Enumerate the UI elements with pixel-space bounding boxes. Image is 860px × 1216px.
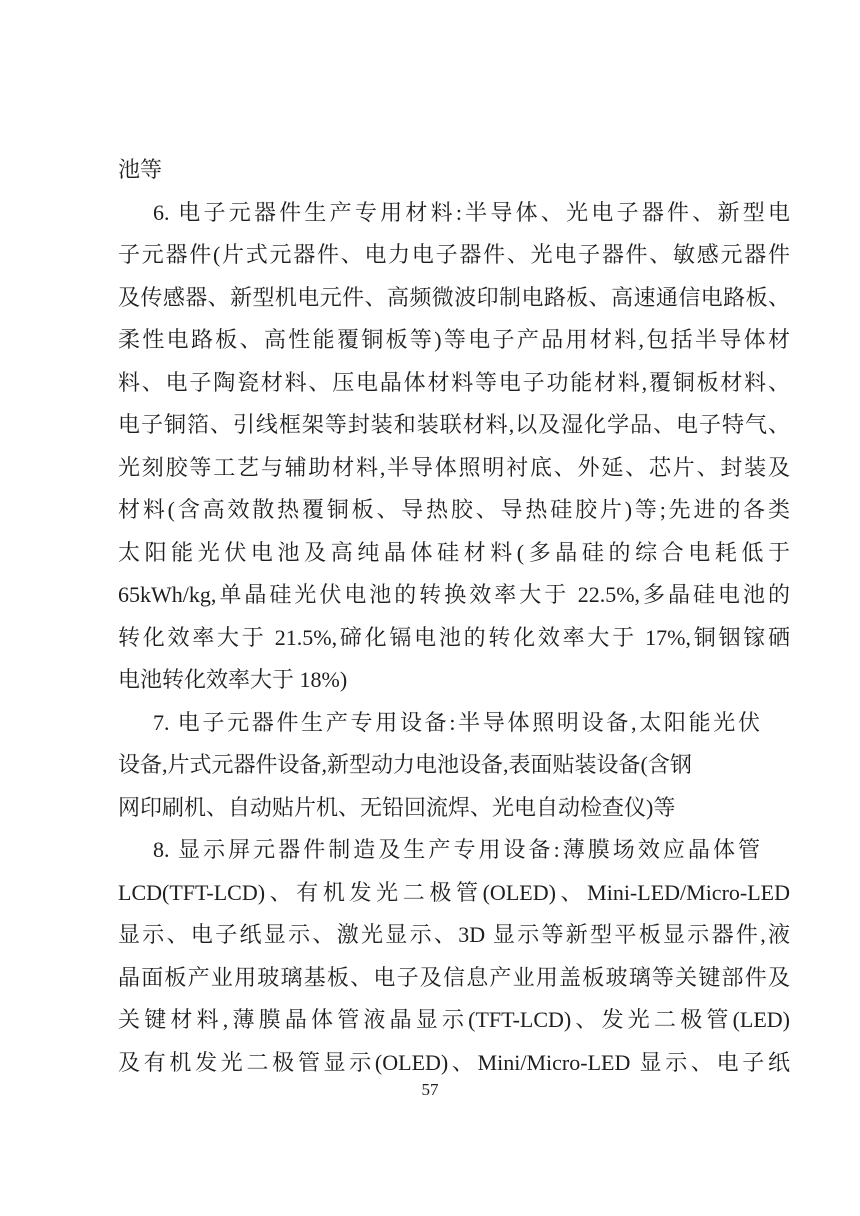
text-line: 料、电子陶瓷材料、压电晶体材料等电子功能材料,覆铜板材料、 (118, 369, 790, 395)
text-line: 柔性电路板、高性能覆铜板等)等电子产品用材料,包括半导体材 (118, 327, 790, 352)
paragraph-item-8 (118, 829, 790, 1084)
text-line: 及有机发光二极管显示(OLED)、Mini/Micro-LED 显示、电子纸 (118, 1049, 790, 1075)
text-line: LCD(TFT-LCD)、有机发光二极管(OLED)、Mini-LED/Micro-LED (118, 879, 790, 905)
text-line: 网印刷机、自动贴片机、无铅回流焊、光电自动检查仪)等 (118, 794, 676, 820)
text-line: 转化效率大于 21.5%,碲化镉电池的转化效率大于 17%,铜铟镓硒 (118, 624, 790, 650)
paragraph-continuation (118, 149, 790, 192)
document-body (118, 149, 790, 1084)
text-line: 太阳能光伏电池及高纯晶体硅材料(多晶硅的综合电耗低于 (118, 539, 790, 565)
text-line: 设备,片式元器件设备,新型动力电池设备,表面贴装设备(含钢 (118, 752, 692, 777)
text-line: 电子铜箔、引线框架等封装和装联材料,以及湿化学品、电子特气、 (118, 412, 790, 437)
text-line: 电池转化效率大于 18%) (118, 667, 348, 692)
text-line: 材料(含高效散热覆铜板、导热胶、导热硅胶片)等;先进的各类 (118, 497, 790, 522)
text-line: 65kWh/kg,单晶硅光伏电池的转换效率大于 22.5%,多晶硅电池的 (118, 582, 790, 607)
text-line: 子元器件(片式元器件、电力电子器件、光电子器件、敏感元器件 (118, 242, 790, 267)
paragraph-item-7 (118, 702, 790, 830)
text-line: 池等 (118, 157, 163, 182)
paragraph-item-6 (118, 192, 790, 702)
text-line: 6. 电子元器件生产专用材料:半导体、光电子器件、新型电 (153, 199, 790, 225)
text-line: 光刻胶等工艺与辅助材料,半导体照明衬底、外延、芯片、封装及 (118, 454, 790, 480)
text-line: 8. 显示屏元器件制造及生产专用设备:薄膜场效应晶体管 (153, 837, 760, 862)
text-line: 显示、电子纸显示、激光显示、3D 显示等新型平板显示器件,液 (118, 922, 790, 947)
text-line: 晶面板产业用玻璃基板、电子及信息产业用盖板玻璃等关键部件及 (118, 964, 790, 990)
text-line: 及传感器、新型机电元件、高频微波印制电路板、高速通信电路板、 (118, 284, 790, 310)
text-line: 7. 电子元器件生产专用设备:半导体照明设备,太阳能光伏 (153, 709, 760, 735)
text-line: 关键材料,薄膜晶体管液晶显示(TFT-LCD)、发光二极管(LED) (118, 1007, 790, 1032)
page-number: 57 (421, 1080, 439, 1099)
